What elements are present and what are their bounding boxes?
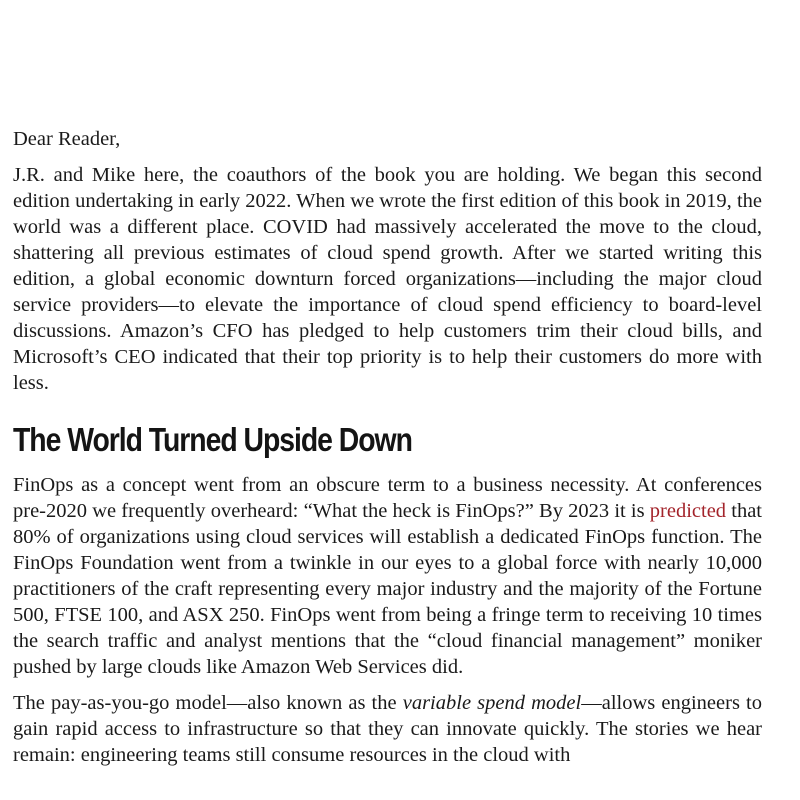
- salutation: Dear Reader,: [13, 128, 121, 150]
- payg-text-end: —allows engineers to gain rapid access to infrastructure so that they can innovate quickly. The stories we hear remain: engineering teams still consume resources in the cloud with: [13, 692, 763, 766]
- finops-paragraph-text-start: FinOps as a concept went from an obscure term to a business necessity. At conferences pre-2020 we frequently overheard: “What the heck is FinOps?” By 2023 it is: [13, 474, 762, 522]
- finops-paragraph: [13, 472, 762, 680]
- document-page: [13, 126, 762, 778]
- payg-text-start: The pay-as-you-go model—also known as the: [13, 692, 403, 714]
- variable-spend-model-term: variable spend model: [402, 692, 582, 714]
- pay-as-you-go-paragraph: [13, 690, 762, 768]
- predicted-link[interactable]: predicted: [649, 500, 727, 522]
- finops-paragraph-text-end: that 80% of organizations using cloud services will establish a dedicated FinOps function. The FinOps Foundation went from a twinkle in our eyes to a global force with nearly 10,000 practitioners of the craft representing every major industry and the majority of the Fortune 500, FTSE 100, and ASX 250. FinOps went from being a fringe term to receiving 10 times the search traffic and analyst mentions that the “cloud financial management” moniker pushed by large clouds like Amazon Web Services did.: [13, 500, 762, 678]
- section-heading: The World Turned Upside Down: [13, 421, 412, 458]
- intro-paragraph: J.R. and Mike here, the coauthors of the book you are holding. We began this second edition undertaking in early 2022. When we wrote the first edition of this book in 2019, the world was a different place. COVID had massively accelerated the move to the cloud, shattering all previous estimates of cloud spend growth. After we started writing this edition, a global economic downturn forced organizations—including the major cloud service providers—to elevate the importance of cloud spend efficiency to board-level discussions. Amazon’s CFO has pledged to help customers trim their cloud bills, and Microsoft’s CEO indicated that their top priority is to help their customers do more with less.: [13, 164, 762, 394]
